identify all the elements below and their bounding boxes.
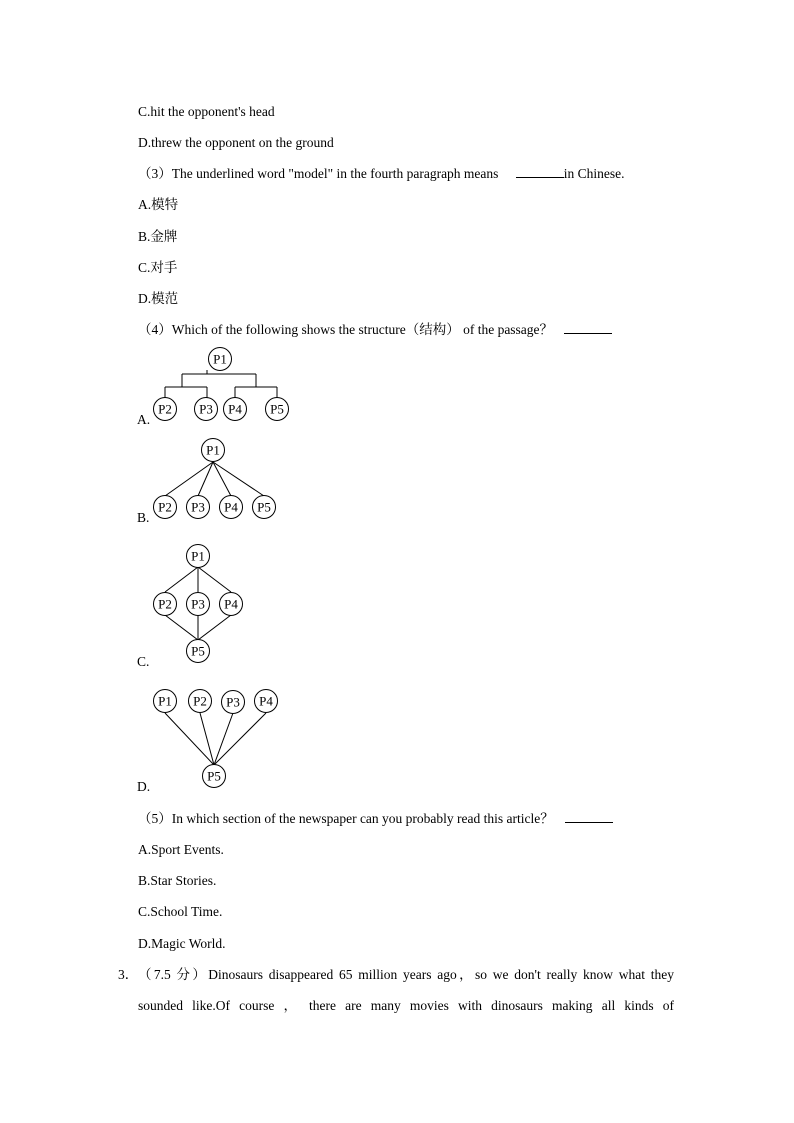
diagram-c-edge: [198, 615, 231, 640]
node-label: P4: [224, 499, 238, 515]
sub5-option-b: B.Star Stories.: [138, 873, 217, 888]
diagram-b-node-p5: [253, 496, 276, 519]
node-label: P5: [191, 643, 205, 659]
diagram-b-node-p3: [187, 496, 210, 519]
question-3-number: 3．: [118, 967, 139, 982]
diagram-c-edge: [165, 615, 198, 640]
sub4-option-a-label: A.: [137, 412, 151, 427]
diagram-d-node-p2: [189, 690, 212, 713]
node-label: P1: [158, 693, 172, 709]
node-label: P2: [158, 596, 172, 612]
node-label: P5: [270, 401, 284, 417]
diagram-b-node-p4: [220, 496, 243, 519]
node-label: P2: [158, 401, 172, 417]
sub3-stem-tail: in Chinese.: [563, 166, 625, 181]
sub5-option-a: A.Sport Events.: [138, 842, 224, 857]
diagram-b-node-p2: [154, 496, 177, 519]
sub4-stem-text: （4）Which of the following shows the structure（结构） of the passage？: [138, 322, 554, 337]
diagram-d-edge: [214, 713, 233, 765]
diagram-c-node-p2: [154, 593, 177, 616]
diagram-a-node-p1: [209, 348, 232, 371]
node-label: P4: [228, 401, 242, 417]
question-3-line-1: （7.5 分）Dinosaurs disappeared 65 million years ago，so we don't really know what they: [138, 967, 674, 982]
node-label: P5: [257, 499, 271, 515]
diagram-a-node-p3: [195, 398, 218, 421]
node-label: P3: [226, 694, 240, 710]
diagram-d-node-p1: [154, 690, 177, 713]
question-3-line-2: sounded like.Of course ， there are many movies with dinosaurs making all kinds of: [138, 998, 674, 1013]
answer-blank[interactable]: [565, 810, 613, 823]
sub3-option-c: C.对手: [138, 260, 178, 275]
diagram-c-edge: [165, 567, 198, 592]
sub5-option-d: D.Magic World.: [138, 936, 226, 951]
sub3-option-d: D.模范: [138, 291, 179, 306]
diagram-b-edge: [213, 462, 264, 496]
sub5-stem: [138, 810, 613, 828]
node-label: P3: [199, 401, 213, 417]
node-label: P3: [191, 596, 205, 612]
node-label: P1: [206, 442, 220, 458]
node-label: P4: [259, 693, 273, 709]
option-d-prev: D.threw the opponent on the ground: [138, 135, 334, 150]
diagram-b-node-p1: [202, 439, 225, 462]
diagram-c-node-p5: [187, 640, 210, 663]
diagram-a-node-p5: [266, 398, 289, 421]
diagram-b-edge: [213, 462, 231, 496]
sub5-stem-text: （5）In which section of the newspaper can you probably read this article？: [138, 811, 554, 826]
diagram-a-node-p2: [154, 398, 177, 421]
diagram-c-edge: [198, 567, 231, 592]
sub5-option-c: C.School Time.: [138, 904, 223, 919]
diagram-b: [165, 462, 264, 496]
diagram-d-node-p4: [255, 690, 278, 713]
node-label: P5: [207, 768, 221, 784]
diagram-d-node-p3: [222, 691, 245, 714]
node-label: P2: [193, 693, 207, 709]
sub3-stem-text: （3）The underlined word "model" in the fourth paragraph means: [138, 166, 499, 181]
diagram-d-edge: [214, 713, 266, 765]
diagram-a-node-p4: [224, 398, 247, 421]
node-label: P3: [191, 499, 205, 515]
diagram-c-node-p3: [187, 593, 210, 616]
node-label: P1: [191, 548, 205, 564]
option-c-prev: C.hit the opponent's head: [138, 104, 275, 119]
diagram-c-node-p4: [220, 593, 243, 616]
diagram-c-node-p1: [187, 545, 210, 568]
sub4-option-c-label: C.: [137, 654, 150, 669]
diagram-d-node-p5: [203, 765, 226, 788]
sub4-option-b-label: B.: [137, 510, 150, 525]
sub4-option-d-label: D.: [137, 779, 151, 794]
diagram-d: [165, 713, 266, 765]
diagram-a: [165, 370, 277, 398]
node-label: P4: [224, 596, 238, 612]
node-label: P1: [213, 351, 227, 367]
node-label: P2: [158, 499, 172, 515]
sub3-option-b: B.金牌: [138, 229, 178, 244]
sub3-option-a: A.模特: [138, 197, 179, 212]
